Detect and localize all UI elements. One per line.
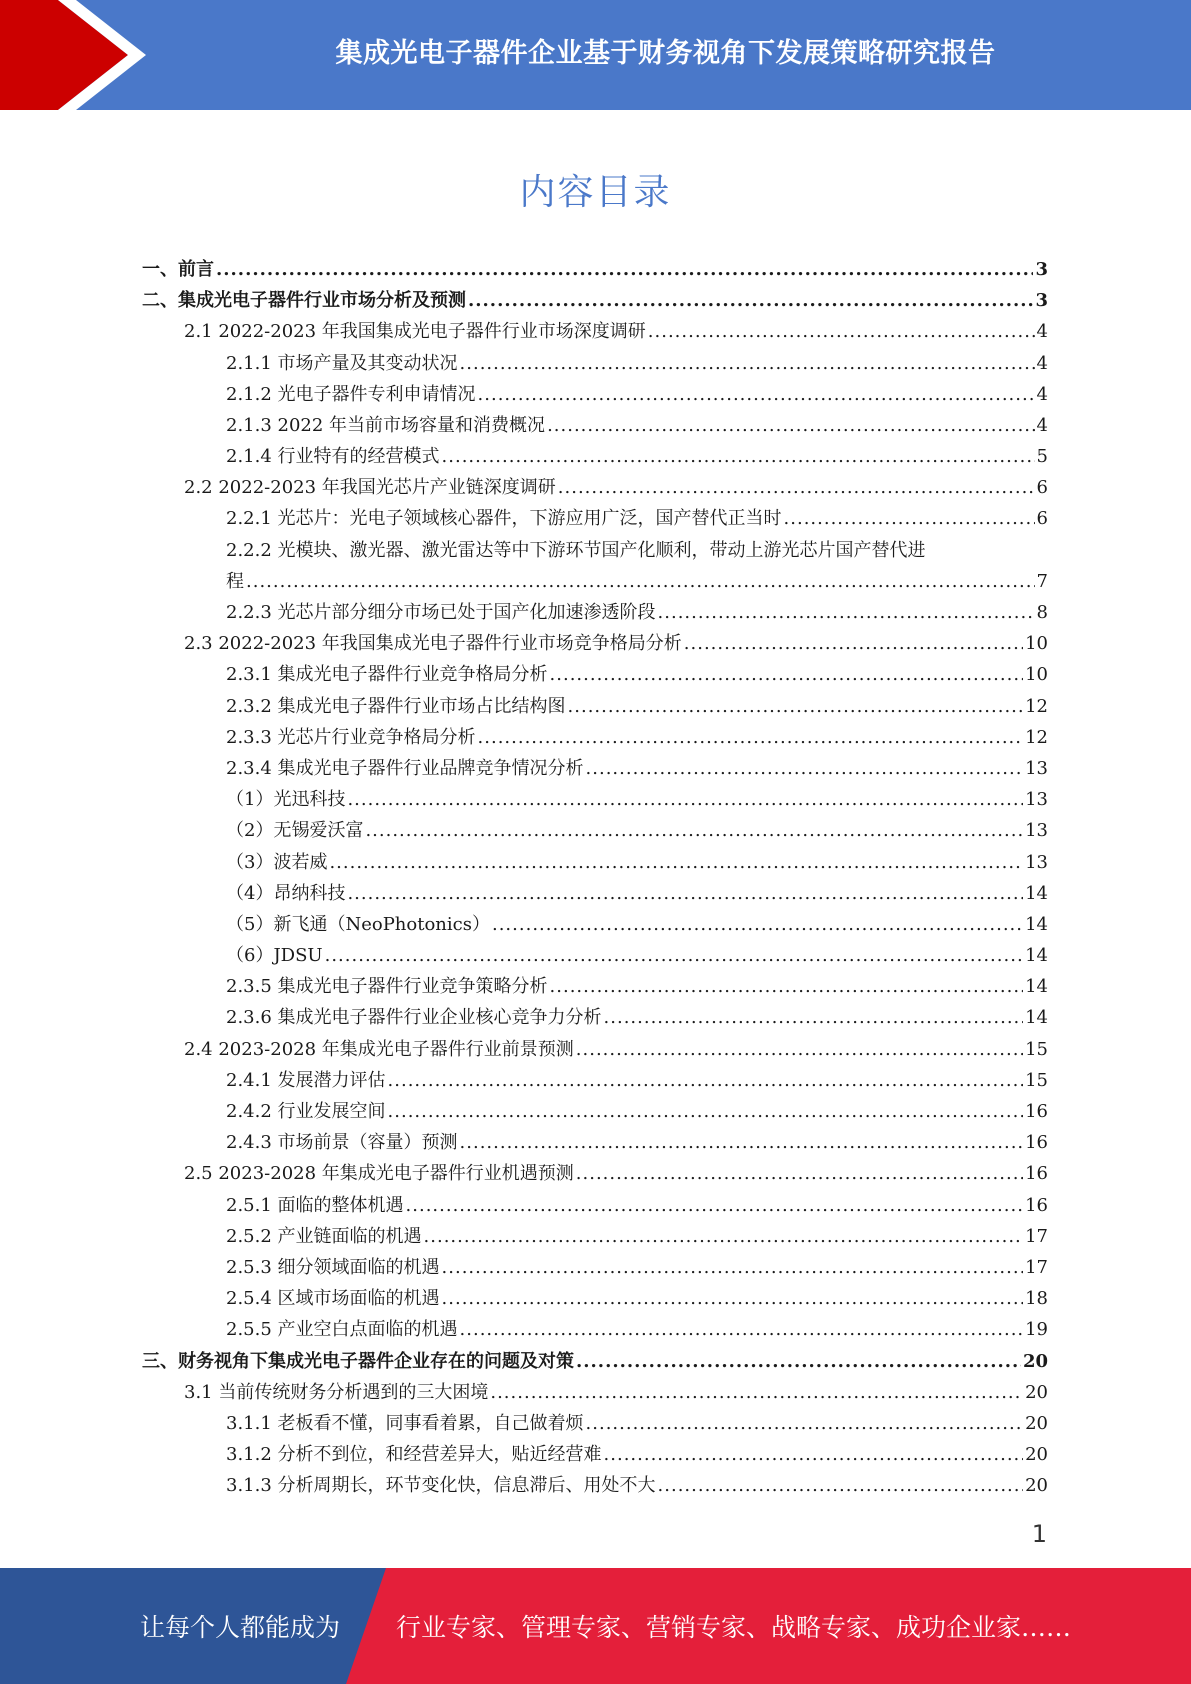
dot-leader (576, 1158, 1023, 1189)
toc-page-number: 10 (1025, 633, 1048, 655)
toc-entry-text: 2.4.1 发展潜力评估 (226, 1069, 386, 1091)
toc-entry[interactable] (142, 1252, 1048, 1283)
toc-entry[interactable] (142, 254, 1048, 285)
toc-page-number: 19 (1025, 1319, 1048, 1341)
toc-page-number: 16 (1025, 1101, 1048, 1123)
dot-leader (658, 597, 1035, 628)
toc-page-number: 20 (1025, 1475, 1048, 1497)
dot-leader (460, 1127, 1024, 1158)
toc-entry-text: 2.3.5 集成光电子器件行业竞争策略分析 (226, 976, 548, 998)
toc-page-number: 18 (1025, 1288, 1048, 1310)
toc-page-number: 3 (1035, 290, 1048, 312)
toc-entry-text: 2.5 2023-2028 年集成光电子器件行业机遇预测 (184, 1163, 574, 1185)
toc-entry-text: 3.1 当前传统财务分析遇到的三大困境 (184, 1381, 489, 1403)
toc-page-number: 14 (1025, 1007, 1048, 1029)
toc-page-number: 15 (1025, 1038, 1048, 1060)
dot-leader (568, 691, 1024, 722)
toc-entry[interactable] (142, 410, 1048, 441)
toc-entry[interactable] (142, 316, 1048, 347)
toc-entry-text: 2.5.5 产业空白点面临的机遇 (226, 1319, 458, 1341)
toc-entry[interactable] (142, 472, 1048, 503)
toc-entry-text: 2.2.2 光模块、激光器、激光雷达等中下游环节国产化顺利，带动上游光芯片国产替代进 (226, 539, 926, 561)
toc-entry[interactable] (142, 659, 1048, 690)
toc-entry[interactable] (142, 753, 1048, 784)
table-of-contents (142, 254, 1048, 1502)
dot-leader (658, 1470, 1024, 1501)
toc-page-number: 20 (1025, 1412, 1048, 1434)
toc-entry-text: 2.5.1 面临的整体机遇 (226, 1194, 404, 1216)
toc-page-number: 16 (1025, 1132, 1048, 1154)
dot-leader (468, 285, 1033, 316)
toc-entry-text: （4）昂纳科技 (226, 882, 346, 904)
toc-entry[interactable] (142, 971, 1048, 1002)
toc-entry[interactable] (142, 1439, 1048, 1470)
dot-leader (492, 909, 1023, 940)
toc-entry-text: （6）JDSU (226, 945, 323, 967)
dot-leader (442, 1252, 1024, 1283)
dot-leader (329, 847, 1023, 878)
dot-leader (460, 348, 1035, 379)
toc-entry[interactable] (142, 784, 1048, 815)
toc-entry-text: 2.1.1 市场产量及其变动状况 (226, 352, 458, 374)
toc-page-number: 13 (1025, 851, 1048, 873)
toc-page-number: 20 (1025, 1381, 1048, 1403)
dot-leader (365, 815, 1023, 846)
dot-leader (388, 1096, 1024, 1127)
toc-entry-text: 2.4.2 行业发展空间 (226, 1101, 386, 1123)
toc-entry[interactable] (142, 1377, 1048, 1408)
toc-entry[interactable] (142, 1034, 1048, 1065)
toc-entry[interactable] (142, 504, 1048, 535)
dot-leader (388, 1065, 1024, 1096)
toc-entry[interactable] (142, 722, 1048, 753)
toc-entry-text: 3.1.1 老板看不懂，同事看着累，自己做着烦 (226, 1412, 584, 1434)
dot-leader (424, 1221, 1024, 1252)
toc-page-number: 6 (1036, 508, 1048, 530)
toc-page-number: 17 (1025, 1225, 1048, 1247)
toc-entry-text: 2.3 2022-2023 年我国集成光电子器件行业市场竞争格局分析 (184, 633, 682, 655)
toc-page-number: 4 (1036, 414, 1048, 436)
toc-page-number: 13 (1025, 789, 1048, 811)
toc-entry[interactable] (142, 628, 1048, 659)
toc-entry[interactable] (142, 909, 1048, 940)
dot-leader (586, 1408, 1024, 1439)
dot-leader (576, 1346, 1021, 1377)
toc-entry-text: 2.5.2 产业链面临的机遇 (226, 1225, 422, 1247)
toc-entry[interactable] (142, 1127, 1048, 1158)
toc-entry-text: 2.3.3 光芯片行业竞争格局分析 (226, 726, 476, 748)
toc-entry[interactable] (142, 878, 1048, 909)
dot-leader (347, 878, 1023, 909)
dot-leader (784, 503, 1035, 534)
toc-entry[interactable] (142, 441, 1048, 472)
toc-entry[interactable] (142, 691, 1048, 722)
toc-entry[interactable] (142, 1190, 1048, 1221)
toc-entry[interactable] (142, 597, 1048, 628)
toc-entry-text: 3.1.3 分析周期长，环节变化快，信息滞后、用处不大 (226, 1475, 656, 1497)
footer-slogan-left: 让每个人都能成为 (140, 1613, 341, 1642)
dot-leader (325, 940, 1023, 971)
toc-page-number: 16 (1025, 1163, 1048, 1185)
toc-page-number: 10 (1025, 664, 1048, 686)
toc-page-number: 8 (1036, 602, 1048, 624)
dot-leader (550, 659, 1024, 690)
toc-entry-text: 2.1.2 光电子器件专利申请情况 (226, 383, 476, 405)
toc-entry[interactable] (142, 940, 1048, 971)
toc-page-number: 7 (1036, 570, 1048, 592)
dot-leader (460, 1314, 1024, 1345)
toc-entry[interactable] (142, 285, 1048, 316)
toc-entry[interactable] (142, 1065, 1048, 1096)
toc-entry-text: 2.4.3 市场前景（容量）预测 (226, 1132, 458, 1154)
toc-entry[interactable] (142, 1408, 1048, 1439)
dot-leader (216, 254, 1033, 285)
toc-page-number: 17 (1025, 1256, 1048, 1278)
toc-page-number: 13 (1025, 820, 1048, 842)
toc-page-number: 14 (1025, 913, 1048, 935)
dot-leader (347, 784, 1023, 815)
chevron-arrow-icon (0, 0, 160, 110)
dot-leader (547, 410, 1034, 441)
toc-entry-text: 2.1.4 行业特有的经营模式 (226, 446, 440, 468)
toc-entry[interactable] (142, 535, 1048, 566)
toc-page-number: 5 (1036, 446, 1048, 468)
toc-entry[interactable] (142, 1314, 1048, 1345)
dot-leader (490, 1377, 1023, 1408)
toc-entry[interactable] (142, 1346, 1048, 1377)
toc-entry-text: 3.1.2 分析不到位，和经营差异大，贴近经营难 (226, 1444, 602, 1466)
toc-page-number: 15 (1025, 1069, 1048, 1091)
toc-entry-text: 程 (226, 570, 244, 592)
footer-banner (0, 1568, 1191, 1684)
toc-entry-text: 2.2.3 光芯片部分细分市场已处于国产化加速渗透阶段 (226, 602, 656, 624)
toc-page-number: 4 (1036, 352, 1048, 374)
toc-entry-text: 2.3.6 集成光电子器件行业企业核心竞争力分析 (226, 1007, 602, 1029)
dot-leader (586, 753, 1024, 784)
toc-heading: 内容目录 (519, 172, 672, 213)
toc-entry-text: 2.5.3 细分领域面临的机遇 (226, 1256, 440, 1278)
toc-entry-text: 2.3.1 集成光电子器件行业竞争格局分析 (226, 664, 548, 686)
toc-entry-text: 一、前言 (142, 258, 214, 280)
footer-slogan-right: 行业专家、管理专家、营销专家、战略专家、成功企业家…… (396, 1613, 1072, 1642)
page-number: 1 (1031, 1520, 1047, 1548)
toc-entry[interactable] (142, 1283, 1048, 1314)
toc-page-number: 12 (1025, 726, 1048, 748)
toc-entry[interactable] (142, 815, 1048, 846)
toc-page-number: 4 (1036, 383, 1048, 405)
dot-leader (478, 722, 1024, 753)
toc-entry-text: （5）新飞通（NeoPhotonics） (226, 913, 490, 935)
toc-entry-text: （1）光迅科技 (226, 789, 346, 811)
dot-leader (576, 1034, 1023, 1065)
toc-page-number: 20 (1025, 1444, 1048, 1466)
report-title: 集成光电子器件企业基于财务视角下发展策略研究报告 (335, 37, 996, 69)
toc-entry[interactable] (142, 1470, 1048, 1501)
toc-entry-text: 2.3.4 集成光电子器件行业品牌竞争情况分析 (226, 757, 584, 779)
toc-entry[interactable] (142, 1003, 1048, 1034)
toc-entry-continuation[interactable] (142, 566, 1048, 597)
toc-page-number: 3 (1035, 258, 1048, 280)
toc-entry[interactable] (142, 348, 1048, 379)
toc-entry[interactable] (142, 847, 1048, 878)
toc-page-number: 16 (1025, 1194, 1048, 1216)
toc-entry[interactable] (142, 1096, 1048, 1127)
toc-entry-text: 2.2.1 光芯片：光电子领域核心器件，下游应用广泛，国产替代正当时 (226, 508, 782, 530)
toc-entry-text: 2.5.4 区域市场面临的机遇 (226, 1288, 440, 1310)
toc-entry-text: 2.3.2 集成光电子器件行业市场占比结构图 (226, 695, 566, 717)
toc-entry[interactable] (142, 1221, 1048, 1252)
toc-entry-text: （3）波若威 (226, 851, 328, 873)
toc-page-number: 20 (1022, 1350, 1048, 1372)
dot-leader (442, 1283, 1024, 1314)
toc-entry-text: （2）无锡爱沃富 (226, 820, 364, 842)
dot-leader (604, 1439, 1024, 1470)
toc-entry[interactable] (142, 379, 1048, 410)
toc-page-number: 4 (1036, 321, 1048, 343)
dot-leader (442, 441, 1035, 472)
toc-page-number: 14 (1025, 882, 1048, 904)
dot-leader (406, 1190, 1024, 1221)
dot-leader (246, 566, 1035, 597)
toc-entry-text: 二、集成光电子器件行业市场分析及预测 (142, 290, 466, 312)
toc-page-number: 12 (1025, 695, 1048, 717)
toc-entry-text: 2.1.3 2022 年当前市场容量和消费概况 (226, 414, 546, 436)
header-banner (0, 0, 1191, 110)
toc-page-number: 6 (1036, 477, 1048, 499)
toc-entry-text: 三、财务视角下集成光电子器件企业存在的问题及对策 (142, 1350, 574, 1372)
toc-page-number: 13 (1025, 757, 1048, 779)
dot-leader (550, 971, 1024, 1002)
toc-page-number: 14 (1025, 976, 1048, 998)
dot-leader (604, 1002, 1024, 1033)
toc-entry-text: 2.4 2023-2028 年集成光电子器件行业前景预测 (184, 1038, 574, 1060)
toc-entry-text: 2.2 2022-2023 年我国光芯片产业链深度调研 (184, 477, 556, 499)
dot-leader (478, 379, 1035, 410)
dot-leader (684, 628, 1023, 659)
toc-entry[interactable] (142, 1158, 1048, 1189)
dot-leader (648, 316, 1035, 347)
toc-page-number: 14 (1025, 945, 1048, 967)
dot-leader (558, 472, 1035, 503)
toc-entry-text: 2.1 2022-2023 年我国集成光电子器件行业市场深度调研 (184, 321, 646, 343)
